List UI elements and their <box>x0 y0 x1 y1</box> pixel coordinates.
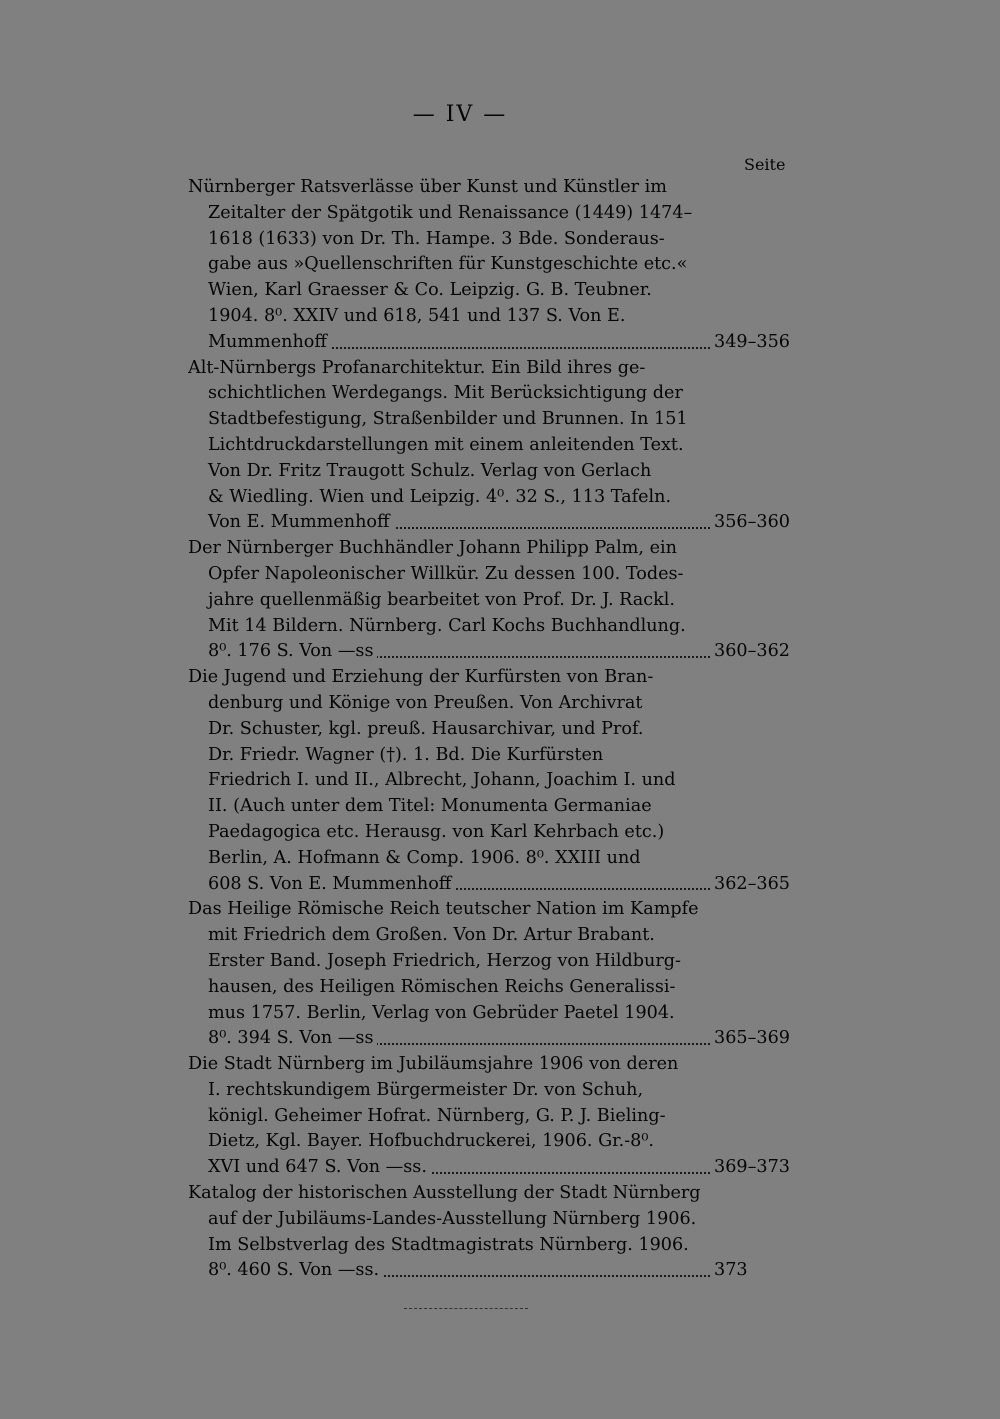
page-number: — IV — <box>412 102 508 127</box>
toc-entry-line: schichtlichen Werdegangs. Mit Berücksichtigung der <box>208 383 683 404</box>
toc-entry-text: 8⁰. 394 S. Von —ss <box>208 1028 377 1048</box>
toc-entry-line: Dietz, Kgl. Bayer. Hofbuchdruckerei, 1906. Gr.-8⁰. <box>208 1131 654 1152</box>
toc-entry-line: mus 1757. Berlin, Verlag von Gebrüder Paetel 1904. <box>208 1002 675 1023</box>
toc-entry-line: Opfer Napoleonischer Willkür. Zu dessen 100. Todes- <box>208 563 684 584</box>
toc-entry-last-line <box>188 330 710 356</box>
toc-entry-line: Von Dr. Fritz Traugott Schulz. Verlag von Gerlach <box>208 460 652 481</box>
toc-entry-line: königl. Geheimer Hofrat. Nürnberg, G. P. J. Bieling- <box>208 1105 666 1126</box>
toc-entry-line: Der Nürnberger Buchhändler Johann Philipp Palm, ein <box>188 538 677 559</box>
toc-entry-line: Berlin, A. Hofmann & Comp. 1906. 8⁰. XXIII und <box>208 847 641 868</box>
toc-entry-text: Von E. Mummenhoff <box>208 512 394 532</box>
toc-entry-line: Dr. Friedr. Wagner (†). 1. Bd. Die Kurfürsten <box>208 744 604 765</box>
toc-entry-line: denburg und Könige von Preußen. Von Archivrat <box>208 692 643 713</box>
toc-entry-line: auf der Jubiläums-Landes-Ausstellung Nürnberg 1906. <box>208 1208 697 1229</box>
toc-entry-line: Friedrich I. und II., Albrecht, Johann, Joachim I. und <box>208 770 676 791</box>
table-of-contents <box>188 175 810 1284</box>
footer-rule <box>404 1308 528 1309</box>
toc-entry-last-line <box>188 1155 710 1181</box>
toc-entry-last-line <box>188 1026 710 1052</box>
toc-entry <box>188 1052 810 1181</box>
toc-entry-line: Nürnberger Ratsverlässe über Kunst und Künstler im <box>188 177 667 197</box>
toc-entry-line: Paedagogica etc. Herausg. von Karl Kehrbach etc.) <box>208 821 665 842</box>
toc-entry-line: Wien, Karl Graesser & Co. Leipzig. G. B. Teubner. <box>208 280 652 301</box>
toc-entry-last-line <box>188 872 710 898</box>
toc-entry-line: & Wiedling. Wien und Leipzig. 4⁰. 32 S., 113 Tafeln. <box>208 486 672 507</box>
toc-entry-line: I. rechtskundigem Bürgermeister Dr. von Schuh, <box>208 1079 644 1100</box>
toc-entry-text: Mummenhoff <box>208 332 331 352</box>
toc-entry-last-line <box>188 639 710 665</box>
toc-entry-line: Alt-Nürnbergs Profanarchitektur. Ein Bild ihres ge- <box>188 357 646 378</box>
toc-entry-text: 608 S. Von E. Mummenhoff <box>208 874 455 894</box>
toc-entry-line: Zeitalter der Spätgotik und Renaissance (1449) 1474– <box>208 202 693 223</box>
toc-entry <box>188 536 810 665</box>
toc-entry-pages: 369–373 <box>714 1157 790 1178</box>
toc-entry-line: II. (Auch unter dem Titel: Monumenta Germaniae <box>208 796 652 817</box>
toc-entry-line: Dr. Schuster, kgl. preuß. Hausarchivar, und Prof. <box>208 718 644 739</box>
toc-entry-line: Katalog der historischen Ausstellung der Stadt Nürnberg <box>188 1183 701 1204</box>
toc-entry-line: gabe aus »Quellenschriften für Kunstgeschichte etc.« <box>208 254 688 275</box>
toc-entry-text: XVI und 647 S. Von —ss. <box>208 1157 431 1177</box>
toc-entry-text: 8⁰. 176 S. Von —ss <box>208 641 377 661</box>
toc-entry-line: 1618 (1633) von Dr. Th. Hampe. 3 Bde. Sonderaus- <box>208 228 665 249</box>
toc-entry-last-line <box>188 1258 710 1284</box>
toc-entry-line: Die Jugend und Erziehung der Kurfürsten von Bran- <box>188 667 654 688</box>
toc-entry-last-line <box>188 510 710 536</box>
toc-entry-line: jahre quellenmäßig bearbeitet von Prof. Dr. J. Rackl. <box>208 589 675 610</box>
toc-entry-line: hausen, des Heiligen Römischen Reichs Generalissi- <box>208 976 676 997</box>
toc-entry-line: mit Friedrich dem Großen. Von Dr. Artur Brabant. <box>208 925 655 946</box>
page-column-header: Seite <box>744 155 786 174</box>
toc-entry-text: 8⁰. 460 S. Von —ss. <box>208 1260 383 1280</box>
toc-entry-line: Mit 14 Bildern. Nürnberg. Carl Kochs Buchhandlung. <box>208 615 686 636</box>
toc-entry <box>188 897 810 1052</box>
toc-entry-line: Das Heilige Römische Reich teutscher Nation im Kampfe <box>188 899 699 920</box>
toc-entry <box>188 665 810 897</box>
toc-entry <box>188 175 810 356</box>
toc-entry-line: Im Selbstverlag des Stadtmagistrats Nürnberg. 1906. <box>208 1234 689 1255</box>
toc-entry-pages: 365–369 <box>714 1028 790 1049</box>
toc-entry <box>188 1181 810 1284</box>
toc-entry <box>188 356 810 537</box>
toc-entry-pages: 373 <box>714 1260 748 1281</box>
toc-entry-pages: 360–362 <box>714 641 790 662</box>
toc-entry-line: Erster Band. Joseph Friedrich, Herzog von Hildburg- <box>208 950 681 971</box>
toc-entry-line: Lichtdruckdarstellungen mit einem anleitenden Text. <box>208 434 684 455</box>
toc-entry-pages: 362–365 <box>714 873 790 894</box>
toc-entry-line: Die Stadt Nürnberg im Jubiläumsjahre 1906 von deren <box>188 1054 679 1075</box>
toc-entry-line: Stadtbefestigung, Straßenbilder und Brunnen. In 151 <box>208 409 688 430</box>
toc-entry-line: 1904. 8⁰. XXIV und 618, 541 und 137 S. Von E. <box>208 305 626 326</box>
toc-entry-pages: 356–360 <box>714 512 790 533</box>
toc-entry-pages: 349–356 <box>714 331 790 352</box>
